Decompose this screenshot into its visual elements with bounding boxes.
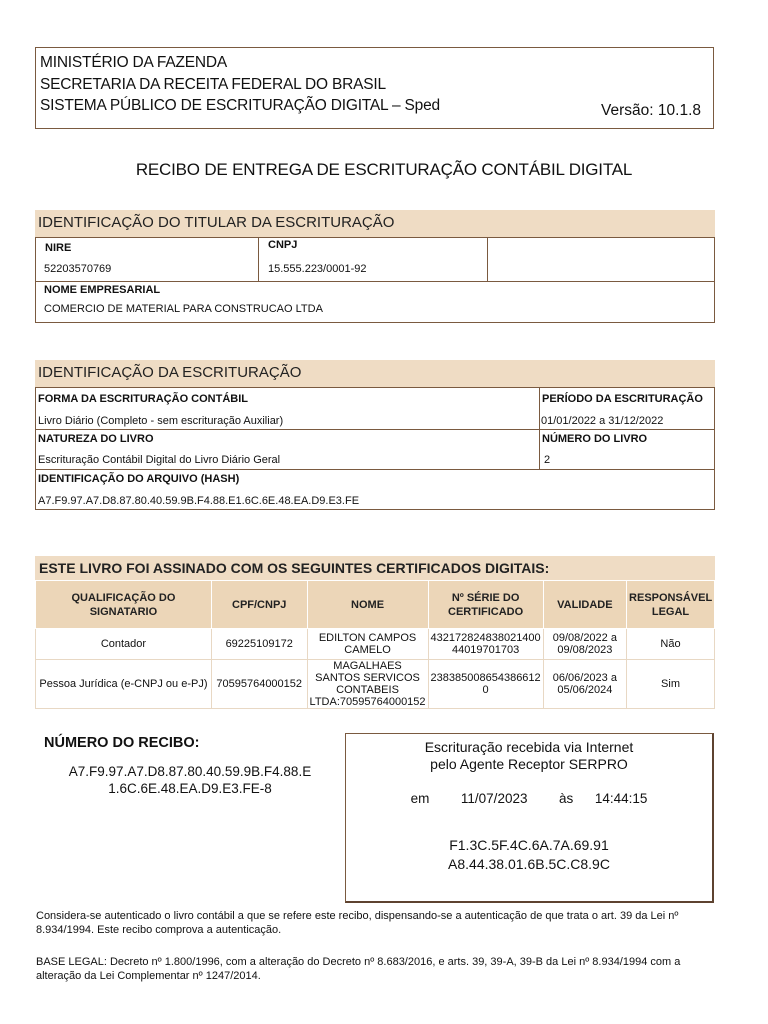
cnpj-value: 15.555.223/0001-92 — [268, 263, 367, 275]
nire-value: 52203570769 — [44, 263, 112, 275]
document-title: RECIBO DE ENTREGA DE ESCRITURAÇÃO CONTÁBIL DIGITAL — [135, 160, 633, 179]
agente-hash-line1: F1.3C.5F.4C.6A.7A.69.91 — [449, 837, 609, 853]
cell-validade: 06/06/2023 a 05/06/2024 — [543, 660, 626, 709]
titular-section-title: IDENTIFICAÇÃO DO TITULAR DA ESCRITURAÇÃO — [35, 210, 715, 237]
cell-nome: MAGALHAES SANTOS SERVICOS CONTABEIS LTDA:70595764000152 — [307, 660, 428, 709]
table-row — [36, 629, 715, 660]
divider — [36, 429, 714, 430]
divider — [487, 238, 488, 281]
header-box — [35, 47, 714, 129]
divider — [36, 281, 714, 282]
agente-receptor-box — [345, 733, 714, 903]
nome-empresarial-label: NOME EMPRESARIAL — [44, 284, 161, 296]
agente-line1: Escrituração recebida via Internet — [424, 739, 634, 755]
certificados-table — [35, 580, 715, 709]
authentication-note: Considera-se autenticado o livro contábil a que se refere este recibo, dispensando-se a autenticação de que trata o art. 39 da Lei nº 8.934/1994. Este recibo comprova a autenticação. — [36, 910, 679, 936]
forma-value: Livro Diário (Completo - sem escrituração Auxiliar) — [38, 415, 284, 427]
cell-serie: 238385008654386612 0 — [428, 660, 543, 709]
em-label: em — [410, 791, 430, 806]
nire-label: NIRE — [45, 242, 72, 254]
agente-line2: pelo Agente Receptor SERPRO — [430, 756, 628, 772]
cell-nome: EDILTON CAMPOS CAMELO — [307, 629, 428, 660]
cell-serie: 432172824838021400 44019701703 — [428, 629, 543, 660]
legal-basis: BASE LEGAL: Decreto nº 1.800/1996, com a alteração do Decreto nº 8.683/2016, e arts. 39, 39-A, 39-B da Lei nº 8.934/1994 com a alteração da Lei Complementar nº 1247/2014. — [36, 956, 681, 982]
col-cpf-cnpj: CPF/CNPJ — [211, 581, 307, 629]
divider — [258, 238, 259, 281]
col-responsavel: RESPONSÁVEL LEGAL — [627, 581, 715, 629]
hash-value: A7.F9.97.A7.D8.87.80.40.59.9B.F4.88.E1.6C.6E.48.EA.D9.E3.FE — [38, 495, 360, 507]
col-qualificacao: QUALIFICAÇÃO DO SIGNATARIO — [36, 581, 212, 629]
received-datetime — [346, 791, 712, 806]
numero-livro-label: NÚMERO DO LIVRO — [542, 433, 648, 445]
escrituracao-box — [35, 387, 715, 510]
secretariat-name: SECRETARIA DA RECEITA FEDERAL DO BRASIL — [40, 75, 386, 93]
cell-qualificacao: Contador — [36, 629, 212, 660]
certificados-section-title: ESTE LIVRO FOI ASSINADO COM OS SEGUINTES CERTIFICADOS DIGITAIS: — [35, 556, 715, 580]
titular-box — [35, 237, 715, 323]
forma-label: FORMA DA ESCRITURAÇÃO CONTÁBIL — [38, 393, 249, 405]
as-label: às — [559, 791, 574, 806]
recibo-number: A7.F9.97.A7.D8.87.80.40.59.9B.F4.88.E 1.6C.6E.48.EA.D9.E3.FE-8 — [68, 764, 312, 796]
cell-responsavel: Sim — [627, 660, 715, 709]
divider — [36, 469, 714, 470]
cell-cpf-cnpj: 69225109172 — [211, 629, 307, 660]
cell-cpf-cnpj: 70595764000152 — [211, 660, 307, 709]
cell-qualificacao: Pessoa Jurídica (e-CNPJ ou e-PJ) — [36, 660, 212, 709]
nome-empresarial-value: COMERCIO DE MATERIAL PARA CONSTRUCAO LTDA — [44, 303, 323, 315]
cnpj-label: CNPJ — [268, 239, 298, 251]
agente-hash — [346, 836, 712, 874]
natureza-label: NATUREZA DO LIVRO — [38, 433, 154, 445]
natureza-value: Escrituração Contábil Digital do Livro Diário Geral — [38, 454, 281, 466]
periodo-value: 01/01/2022 a 31/12/2022 — [541, 415, 664, 427]
version-label: Versão: 10.1.8 — [601, 102, 701, 119]
agente-hash-line2: A8.44.38.01.6B.5C.C8.9C — [448, 856, 610, 872]
hash-label: IDENTIFICAÇÃO DO ARQUIVO (HASH) — [38, 473, 240, 485]
received-date: 11/07/2023 — [460, 791, 528, 806]
cell-responsavel: Não — [627, 629, 715, 660]
col-validade: VALIDADE — [543, 581, 626, 629]
table-header-row — [36, 581, 715, 629]
system-name: SISTEMA PÚBLICO DE ESCRITURAÇÃO DIGITAL – Sped — [40, 97, 440, 114]
ministry-name: MINISTÉRIO DA FAZENDA — [40, 54, 227, 71]
agente-text — [346, 739, 712, 773]
periodo-label: PERÍODO DA ESCRITURAÇÃO — [542, 393, 703, 405]
cell-validade: 09/08/2022 a 09/08/2023 — [543, 629, 626, 660]
received-time: 14:44:15 — [594, 791, 648, 806]
numero-livro-value: 2 — [544, 454, 551, 466]
escrituracao-section-title: IDENTIFICAÇÃO DA ESCRITURAÇÃO — [35, 360, 715, 387]
col-nome: NOME — [307, 581, 428, 629]
table-row — [36, 660, 715, 709]
col-serie: Nº SÉRIE DO CERTIFICADO — [428, 581, 543, 629]
recibo-label: NÚMERO DO RECIBO: — [44, 735, 200, 751]
